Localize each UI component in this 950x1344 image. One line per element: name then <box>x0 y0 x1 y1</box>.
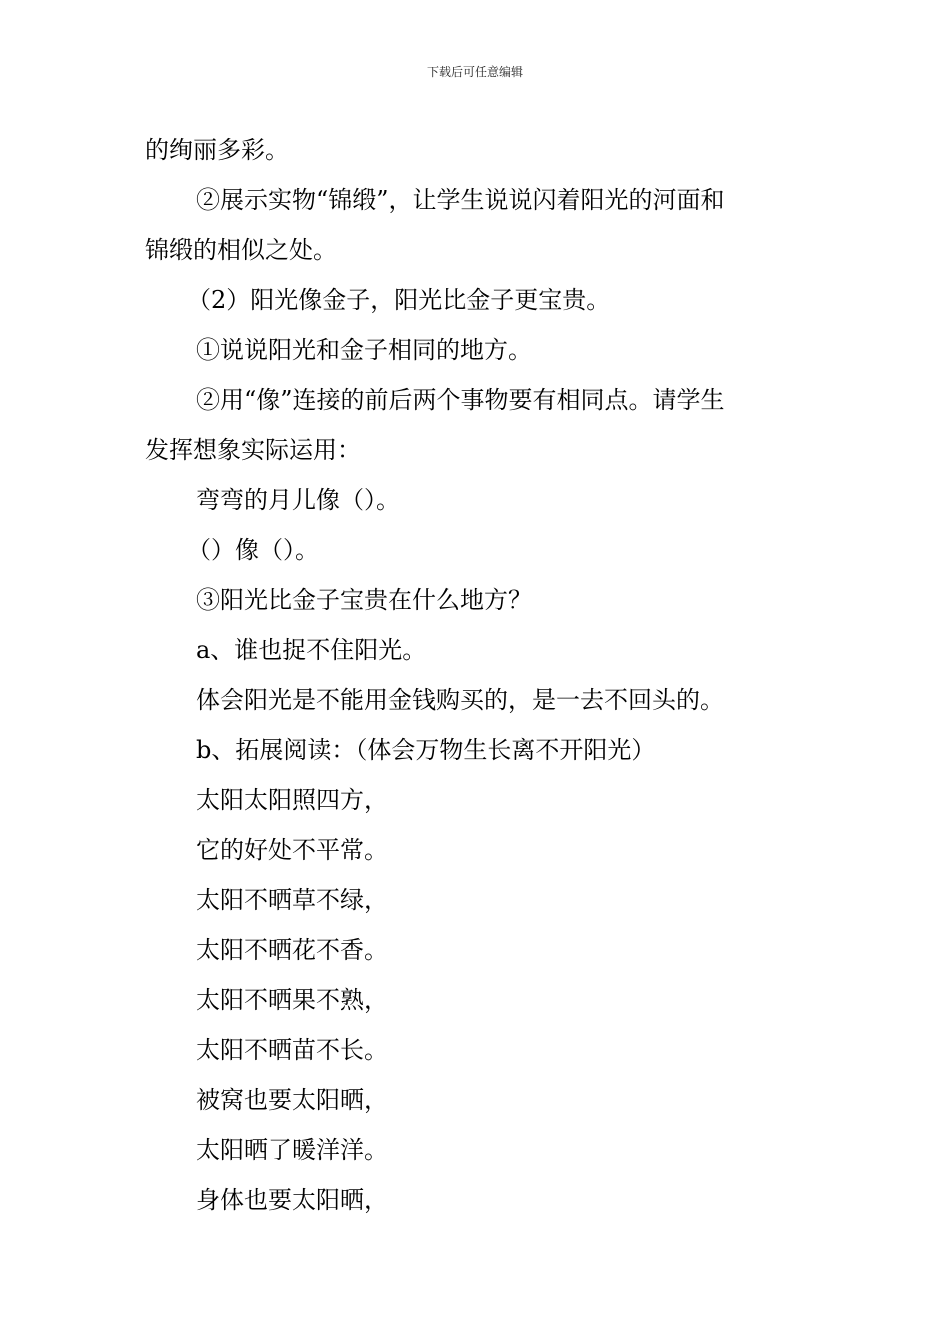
text-line: 太阳不晒苗不长。 <box>196 1036 388 1064</box>
text-line: 发挥想象实际运用： <box>145 436 361 464</box>
text-line: 体会阳光是不能用金钱购买的，是一去不回头的。 <box>196 686 724 714</box>
text-line: ②展示实物“锦缎”，让学生说说闪着阳光的河面和 <box>196 186 725 214</box>
text-line: ②用“像”连接的前后两个事物要有相同点。请学生 <box>196 386 725 414</box>
text-line: 被窝也要太阳晒， <box>196 1086 388 1114</box>
text-line: a、谁也捉不住阳光。 <box>196 636 427 664</box>
text-line: 锦缎的相似之处。 <box>145 236 337 264</box>
text-line: （）像（）。 <box>187 536 319 564</box>
page-header-note: 下载后可任意编辑 <box>426 65 523 79</box>
document-body <box>145 125 815 1225</box>
text-line: ③阳光比金子宝贵在什么地方？ <box>196 586 532 614</box>
text-line: 的绚丽多彩。 <box>145 136 289 164</box>
text-line: 它的好处不平常。 <box>196 836 388 864</box>
text-line: 太阳太阳照四方， <box>196 786 388 814</box>
text-line: 弯弯的月儿像（）。 <box>196 486 400 514</box>
text-line: b、拓展阅读：（体会万物生长离不开阳光） <box>196 736 656 764</box>
text-line: 太阳不晒花不香。 <box>196 936 388 964</box>
text-line: 身体也要太阳晒， <box>196 1186 388 1214</box>
text-line: （2）阳光像金子，阳光比金子更宝贵。 <box>187 286 611 314</box>
text-line: 太阳晒了暖洋洋。 <box>196 1136 388 1164</box>
text-line: 太阳不晒草不绿， <box>196 886 388 914</box>
text-line: 太阳不晒果不熟， <box>196 986 388 1014</box>
text-line: ①说说阳光和金子相同的地方。 <box>196 336 532 364</box>
